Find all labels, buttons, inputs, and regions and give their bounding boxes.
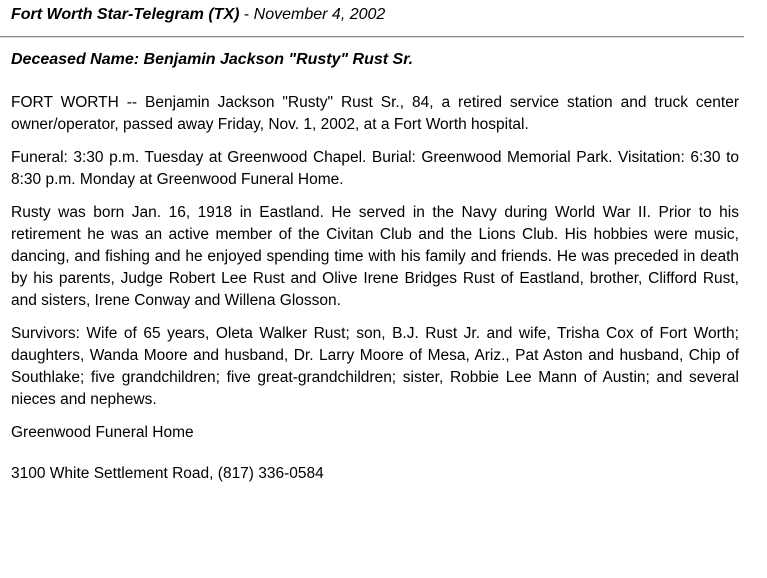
deceased-heading	[11, 50, 413, 69]
deceased-name: Benjamin Jackson "Rusty" Rust Sr.	[143, 51, 414, 68]
deceased-label: Deceased Name:	[11, 51, 140, 68]
biography-paragraph: Rusty was born Jan. 16, 1918 in Eastland. He served in the Navy during World War II. Prior to his retirement he was an active member of the Civitan Club and the Lions Club. His hobbies were music, dancing, and fishing and he enjoyed spending time with his family and friends. He was preceded in death by his parents, Judge Robert Lee Rust and Olive Irene Bridges Rust of Eastland, brother, Clifford Rust, and sisters, Irene Conway and Willena Glosson.	[11, 204, 739, 309]
survivors-paragraph: Survivors: Wife of 65 years, Oleta Walker Rust; son, B.J. Rust Jr. and wife, Trisha Cox of Fort Worth; daughters, Wanda Moore and husband, Dr. Larry Moore of Mesa, Ariz., Pat Aston and husband, Chip of Southlake; five grandchildren; five great-grandchildren; sister, Robbie Lee Mann of Austin; and several nieces and nephews.	[11, 325, 739, 408]
publication-date: November 4, 2002	[253, 6, 386, 23]
header-separator: -	[239, 6, 254, 23]
funeral-details-paragraph: Funeral: 3:30 p.m. Tuesday at Greenwood Chapel. Burial: Greenwood Memorial Park. Visitation: 6:30 to 8:30 p.m. Monday at Greenwood Funeral Home.	[11, 149, 739, 188]
obituary-intro-paragraph: FORT WORTH -- Benjamin Jackson "Rusty" Rust Sr., 84, a retired service station and truck center owner/operator, passed away Friday, Nov. 1, 2002, at a Fort Worth hospital.	[11, 94, 739, 133]
obituary-body	[11, 92, 739, 496]
publication-header	[11, 5, 385, 24]
header-divider	[0, 36, 744, 38]
funeral-home-name: Greenwood Funeral Home	[11, 424, 194, 441]
newspaper-name: Fort Worth Star-Telegram (TX)	[11, 6, 240, 23]
funeral-home-address: 3100 White Settlement Road, (817) 336-0584	[11, 465, 324, 482]
